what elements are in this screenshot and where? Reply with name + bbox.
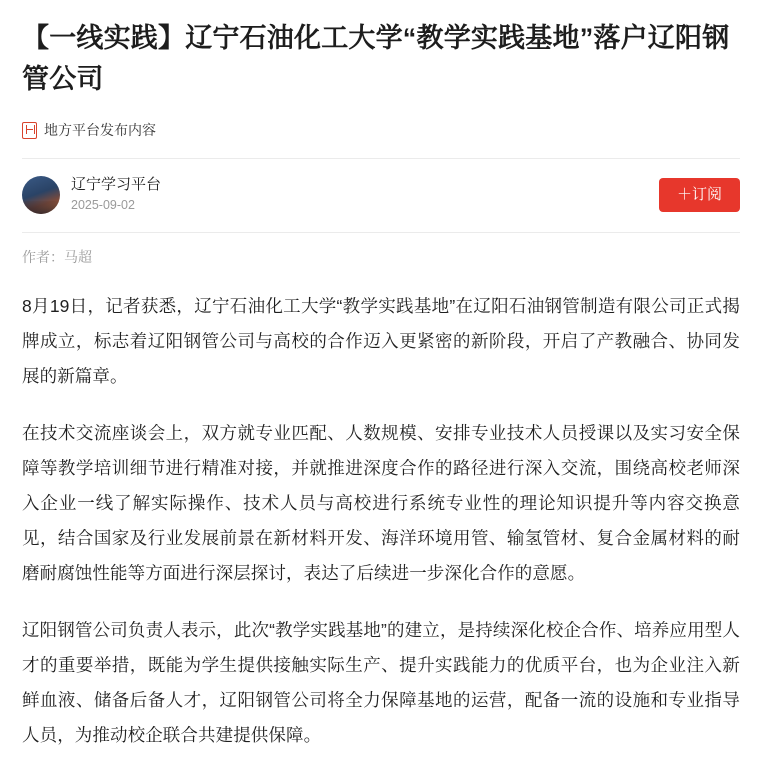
- publish-date: 2025-09-02: [71, 198, 135, 212]
- article-paragraph: 8月19日，记者获悉，辽宁石油化工大学“教学实践基地”在辽阳石油钢管制造有限公司正式揭牌成立，标志着辽阳钢管公司与高校的合作迈入更紧密的新阶段，开启了产教融合、协同发展的新篇章。: [22, 296, 740, 386]
- article-body: [22, 289, 740, 753]
- page-title: 【一线实践】辽宁石油化工大学“教学实践基地”落户辽阳钢管公司: [22, 23, 730, 94]
- source-badge: [22, 120, 740, 140]
- source-badge-label: 地方平台发布内容: [44, 122, 156, 138]
- article-paragraph: 辽阳钢管公司负责人表示，此次“教学实践基地”的建立，是持续深化校企合作、培养应用型人才的重要举措，既能为学生提供接触实际生产、提升实践能力的优质平台，也为企业注入新鲜血液、储备后备人才，辽阳钢管公司将全力保障基地的运营，配备一流的设施和专业指导人员，为推动校企联合共建提供保障。: [22, 620, 740, 745]
- author-row: [22, 175, 740, 214]
- avatar[interactable]: [22, 176, 60, 214]
- author-name[interactable]: 辽宁学习平台: [71, 176, 162, 193]
- local-platform-icon: [22, 122, 37, 139]
- byline: 作者：马超: [22, 249, 92, 265]
- subscribe-button[interactable]: ＋订阅: [659, 178, 740, 212]
- divider-top: [22, 158, 740, 159]
- divider-bottom: [22, 232, 740, 233]
- article-paragraph: 在技术交流座谈会上，双方就专业匹配、人数规模、安排专业技术人员授课以及实习安全保障等教学培训细节进行精准对接，并就推进深度合作的路径进行深入交流，围绕高校老师深入企业一线了解实际操作、技术人员与高校进行系统专业性的理论知识提升等内容交换意见，结合国家及行业发展前景在新材料开发、海洋环境用管、输氢管材、复合金属材料的耐磨耐腐蚀性能等方面进行深层探讨，表达了后续进一步深化合作的意愿。: [22, 423, 740, 583]
- author-meta: [71, 175, 659, 214]
